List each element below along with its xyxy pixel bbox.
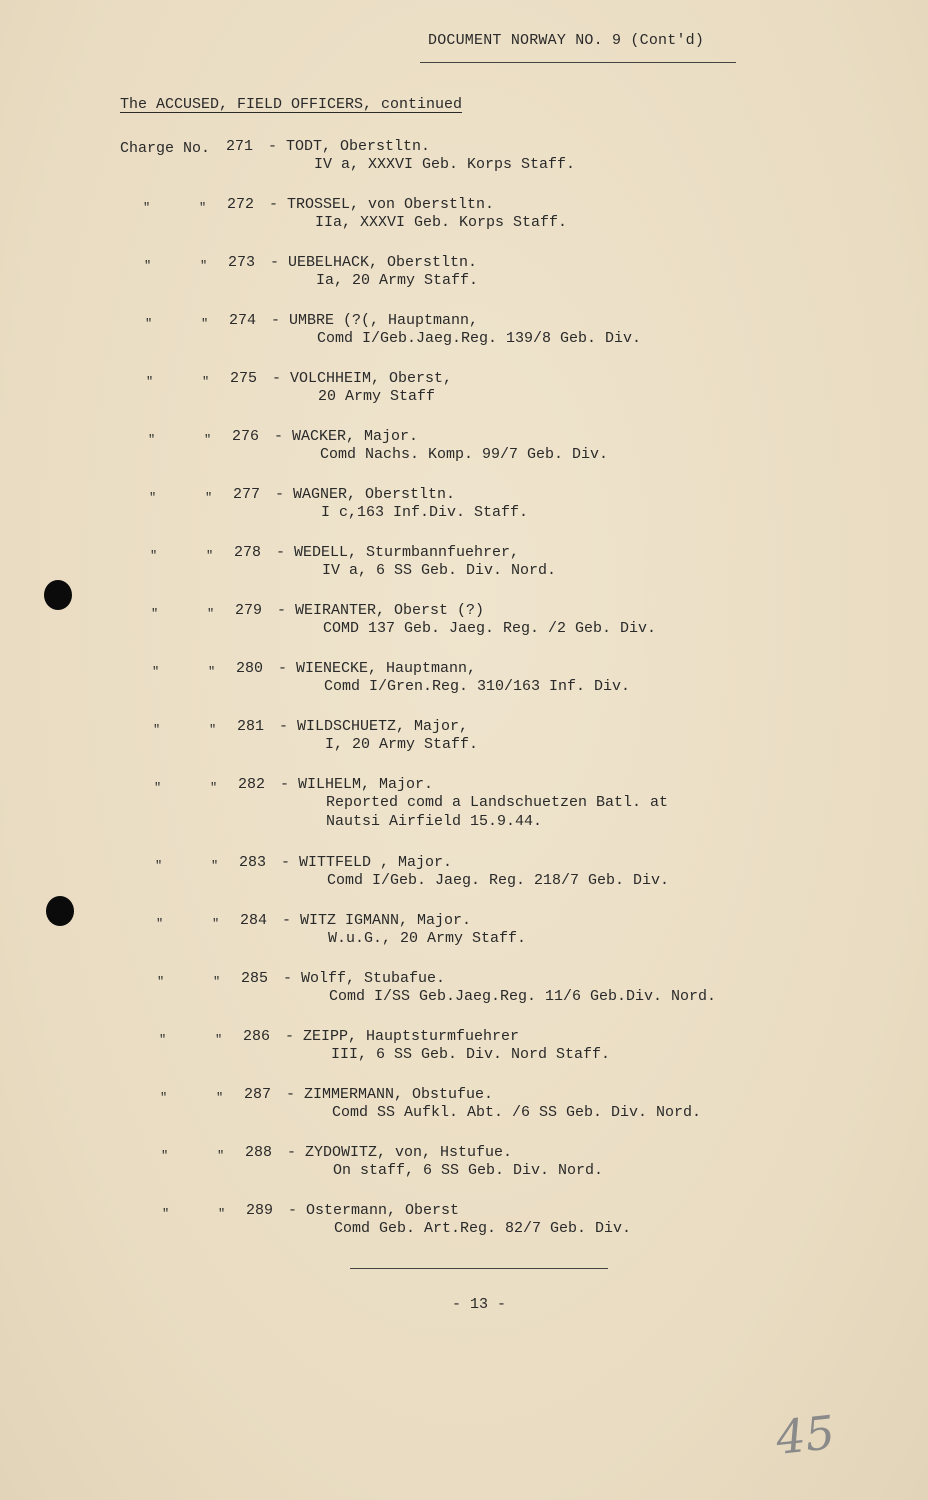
dash-separator: -: [286, 1086, 296, 1103]
handwritten-page-mark: 45: [773, 1405, 838, 1465]
accused-detail: 20 Army Staff: [318, 388, 436, 405]
ditto-mark: ": [205, 491, 213, 505]
accused-name: Wolff, Stubafue.: [301, 970, 446, 987]
accused-name: WACKER, Major.: [292, 428, 419, 445]
accused-detail: W.u.G., 20 Army Staff.: [328, 930, 527, 947]
dash-separator: -: [282, 912, 292, 929]
accused-name: WILDSCHUETZ, Major,: [297, 718, 469, 735]
dash-separator: -: [278, 660, 288, 677]
ditto-mark: ": [211, 859, 219, 873]
accused-detail: Comd I/SS Geb.Jaeg.Reg. 11/6 Geb.Div. Nord.: [329, 988, 717, 1005]
charge-number: 271: [226, 138, 254, 155]
accused-name: WIENECKE, Hauptmann,: [296, 660, 477, 677]
charge-number: 285: [241, 970, 269, 987]
accused-detail: I c,163 Inf.Div. Staff.: [321, 504, 529, 521]
accused-name: VOLCHHEIM, Oberst,: [290, 370, 453, 387]
ditto-mark: ": [161, 1149, 169, 1163]
accused-detail: Nautsi Airfield 15.9.44.: [326, 813, 543, 830]
charge-number: 272: [227, 196, 255, 213]
dash-separator: -: [270, 254, 280, 271]
charge-number: 288: [245, 1144, 273, 1161]
accused-detail: Comd I/Geb.Jaeg.Reg. 139/8 Geb. Div.: [317, 330, 642, 347]
accused-detail: IIa, XXXVI Geb. Korps Staff.: [315, 214, 568, 231]
punch-hole-upper: [44, 580, 72, 610]
accused-name: Ostermann, Oberst: [306, 1202, 460, 1219]
document-reference: DOCUMENT NORWAY NO. 9 (Cont'd): [428, 32, 705, 49]
charge-number: 273: [228, 254, 256, 271]
charge-number: 282: [238, 776, 266, 793]
dash-separator: -: [274, 428, 284, 445]
accused-detail: On staff, 6 SS Geb. Div. Nord.: [333, 1162, 604, 1179]
dash-separator: -: [288, 1202, 298, 1219]
accused-name: ZYDOWITZ, von, Hstufue.: [305, 1144, 513, 1161]
ditto-mark: ": [207, 607, 215, 621]
ditto-mark: ": [149, 491, 157, 505]
accused-detail: Comd I/Gren.Reg. 310/163 Inf. Div.: [324, 678, 631, 695]
accused-name: WAGNER, Oberstltn.: [293, 486, 456, 503]
accused-detail: I, 20 Army Staff.: [325, 736, 479, 753]
dash-separator: -: [283, 970, 293, 987]
ditto-mark: ": [202, 375, 210, 389]
ditto-mark: ": [213, 975, 221, 989]
header-rule: [420, 62, 736, 63]
ditto-mark: ": [157, 975, 165, 989]
charge-number: 274: [229, 312, 257, 329]
accused-detail: COMD 137 Geb. Jaeg. Reg. /2 Geb. Div.: [323, 620, 657, 637]
charge-label: Charge No.: [120, 140, 211, 157]
ditto-mark: ": [143, 201, 151, 215]
charge-number: 277: [233, 486, 261, 503]
dash-separator: -: [269, 196, 279, 213]
accused-name: WITTFELD , Major.: [299, 854, 453, 871]
ditto-mark: ": [212, 917, 220, 931]
ditto-mark: ": [150, 549, 158, 563]
ditto-mark: ": [162, 1207, 170, 1221]
ditto-mark: ": [145, 317, 153, 331]
charge-number: 276: [232, 428, 260, 445]
ditto-mark: ": [146, 375, 154, 389]
accused-name: TROSSEL, von Oberstltn.: [287, 196, 495, 213]
accused-detail: Comd I/Geb. Jaeg. Reg. 218/7 Geb. Div.: [327, 872, 670, 889]
dash-separator: -: [268, 138, 278, 155]
accused-name: TODT, Oberstltn.: [286, 138, 431, 155]
accused-detail: III, 6 SS Geb. Div. Nord Staff.: [331, 1046, 611, 1063]
charge-number: 286: [243, 1028, 271, 1045]
ditto-mark: ": [200, 259, 208, 273]
accused-name: UMBRE (?(, Hauptmann,: [289, 312, 479, 329]
ditto-mark: ": [155, 859, 163, 873]
accused-detail: Reported comd a Landschuetzen Batl. at: [326, 794, 669, 811]
accused-name: WILHELM, Major.: [298, 776, 434, 793]
dash-separator: -: [280, 776, 290, 793]
punch-hole-lower: [46, 896, 74, 926]
charge-number: 275: [230, 370, 258, 387]
dash-separator: -: [285, 1028, 295, 1045]
ditto-mark: ": [217, 1149, 225, 1163]
dash-separator: -: [277, 602, 287, 619]
accused-detail: Comd Geb. Art.Reg. 82/7 Geb. Div.: [334, 1220, 632, 1237]
accused-name: ZIMMERMANN, Obstufue.: [304, 1086, 494, 1103]
charge-number: 289: [246, 1202, 274, 1219]
dash-separator: -: [271, 312, 281, 329]
ditto-mark: ": [160, 1091, 168, 1105]
accused-name: ZEIPP, Hauptsturmfuehrer: [303, 1028, 520, 1045]
ditto-mark: ": [199, 201, 207, 215]
charge-number: 287: [244, 1086, 272, 1103]
accused-name: WITZ IGMANN, Major.: [300, 912, 472, 929]
accused-detail: IV a, XXXVI Geb. Korps Staff.: [314, 156, 576, 173]
accused-name: UEBELHACK, Oberstltn.: [288, 254, 478, 271]
accused-name: WEIRANTER, Oberst (?): [295, 602, 485, 619]
ditto-mark: ": [206, 549, 214, 563]
charge-number: 279: [235, 602, 263, 619]
ditto-mark: ": [159, 1033, 167, 1047]
dash-separator: -: [281, 854, 291, 871]
charge-number: 278: [234, 544, 262, 561]
ditto-mark: ": [216, 1091, 224, 1105]
accused-name: WEDELL, Sturmbannfuehrer,: [294, 544, 520, 561]
accused-detail: Comd SS Aufkl. Abt. /6 SS Geb. Div. Nord.: [332, 1104, 702, 1121]
charge-number: 281: [237, 718, 265, 735]
accused-detail: IV a, 6 SS Geb. Div. Nord.: [322, 562, 557, 579]
ditto-mark: ": [201, 317, 209, 331]
ditto-mark: ": [210, 781, 218, 795]
ditto-mark: ": [148, 433, 156, 447]
footer-rule: [350, 1268, 608, 1269]
dash-separator: -: [279, 718, 289, 735]
dash-separator: -: [287, 1144, 297, 1161]
ditto-mark: ": [156, 917, 164, 931]
ditto-mark: ": [151, 607, 159, 621]
ditto-mark: ": [152, 665, 160, 679]
section-title: The ACCUSED, FIELD OFFICERS, continued: [120, 96, 463, 113]
page-number: - 13 -: [452, 1296, 507, 1313]
accused-detail: Comd Nachs. Komp. 99/7 Geb. Div.: [320, 446, 609, 463]
dash-separator: -: [276, 544, 286, 561]
charge-number: 283: [239, 854, 267, 871]
ditto-mark: ": [154, 781, 162, 795]
dash-separator: -: [272, 370, 282, 387]
charge-number: 280: [236, 660, 264, 677]
ditto-mark: ": [208, 665, 216, 679]
ditto-mark: ": [218, 1207, 226, 1221]
charge-number: 284: [240, 912, 268, 929]
ditto-mark: ": [153, 723, 161, 737]
ditto-mark: ": [204, 433, 212, 447]
dash-separator: -: [275, 486, 285, 503]
accused-detail: Ia, 20 Army Staff.: [316, 272, 479, 289]
ditto-mark: ": [144, 259, 152, 273]
ditto-mark: ": [209, 723, 217, 737]
ditto-mark: ": [215, 1033, 223, 1047]
